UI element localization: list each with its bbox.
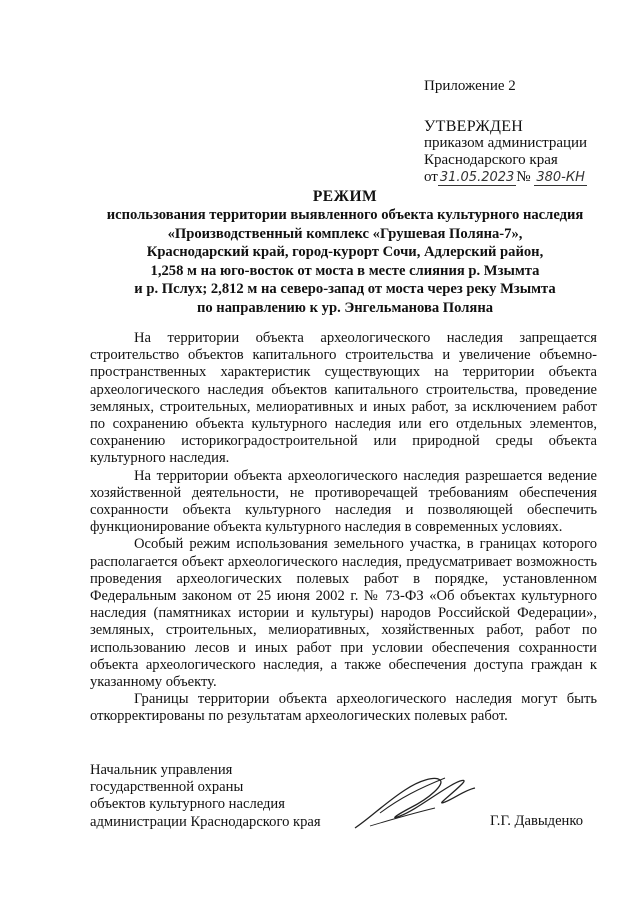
date-prefix: от	[424, 169, 438, 185]
handwritten-date: 31.05.2023	[439, 170, 515, 185]
document-subtitle	[90, 206, 600, 317]
body-paragraph: Границы территории объекта археологического наследия могут быть откорректированы по результатам археологических полевых работ.	[90, 691, 597, 725]
approved-label: УТВЕРЖДЕН	[424, 118, 524, 135]
subtitle-line: «Производственный комплекс «Грушевая Поляна-7»,	[167, 225, 523, 242]
document-title: РЕЖИМ	[312, 188, 378, 205]
position-line: государственной охраны	[90, 779, 244, 796]
signatory-position	[90, 762, 321, 831]
position-line: Начальник управления	[90, 762, 233, 778]
subtitle-line: 1,258 м на юго-восток от моста в месте слияния р. Мзымта	[150, 262, 540, 279]
handwritten-signature	[350, 768, 480, 838]
subtitle-line: и р. Пслух; 2,812 м на северо-запад от моста через реку Мзымта	[134, 281, 556, 297]
body-paragraph: На территории объекта археологического наследия запрещается строительство объектов капитального строительства и увеличение объемно-пространственных характеристик существующих на территории объекта археологического наследия объектов капитального строительства, проведение земляных, строительных, мелиоративных и иных работ, за исключением работ по сохранению объекта культурного наследия или его отдельных элементов, сохранению историкоградостроительной или природной среды объекта культурного наследия.	[90, 330, 597, 467]
handwritten-number: 380-КН	[536, 170, 585, 185]
subtitle-line: использования территории выявленного объекта культурного наследия	[106, 207, 584, 223]
appendix-label: Приложение 2	[424, 78, 516, 94]
position-line: администрации Краснодарского края	[90, 813, 321, 830]
order-line-1: приказом администрации	[424, 135, 588, 151]
body-paragraph: На территории объекта археологического наследия разрешается ведение хозяйственной деятельности, не противоречащей требованиям обеспечения сохранности объекта культурного наследия и позволяющей обеспечить функционирование объекта культурного наследия в современных условиях.	[90, 467, 597, 536]
document-body	[90, 330, 597, 726]
approval-stamp-block	[424, 118, 587, 186]
subtitle-line: по направлению к ур. Энгельманова Поляна	[196, 299, 494, 316]
number-prefix: №	[516, 169, 531, 185]
order-line-2: Краснодарского края	[424, 152, 558, 168]
position-line: объектов культурного наследия	[90, 796, 285, 813]
body-paragraph: Особый режим использования земельного участка, в границах которого располагается объект археологического наследия, предусматривает возможность проведения археологических полевых работ в порядке, установленном Федеральным законом от 25 июня 2002 г. № 73-ФЗ «Об объектах культурного наследия (памятниках истории и культуры) народов Российской Федерации», земляных, строительных, мелиоративных, хозяйственных работ, работ по использованию лесов и иных работ при условии обеспечения сохранности объекта археологического наследия, а также обеспечения доступа граждан к указанному объекту.	[90, 536, 597, 691]
signatory-name: Г.Г. Давыденко	[490, 813, 584, 829]
order-date-number	[424, 169, 587, 186]
subtitle-line: Краснодарский край, город-курорт Сочи, Адлерский район,	[146, 244, 544, 260]
